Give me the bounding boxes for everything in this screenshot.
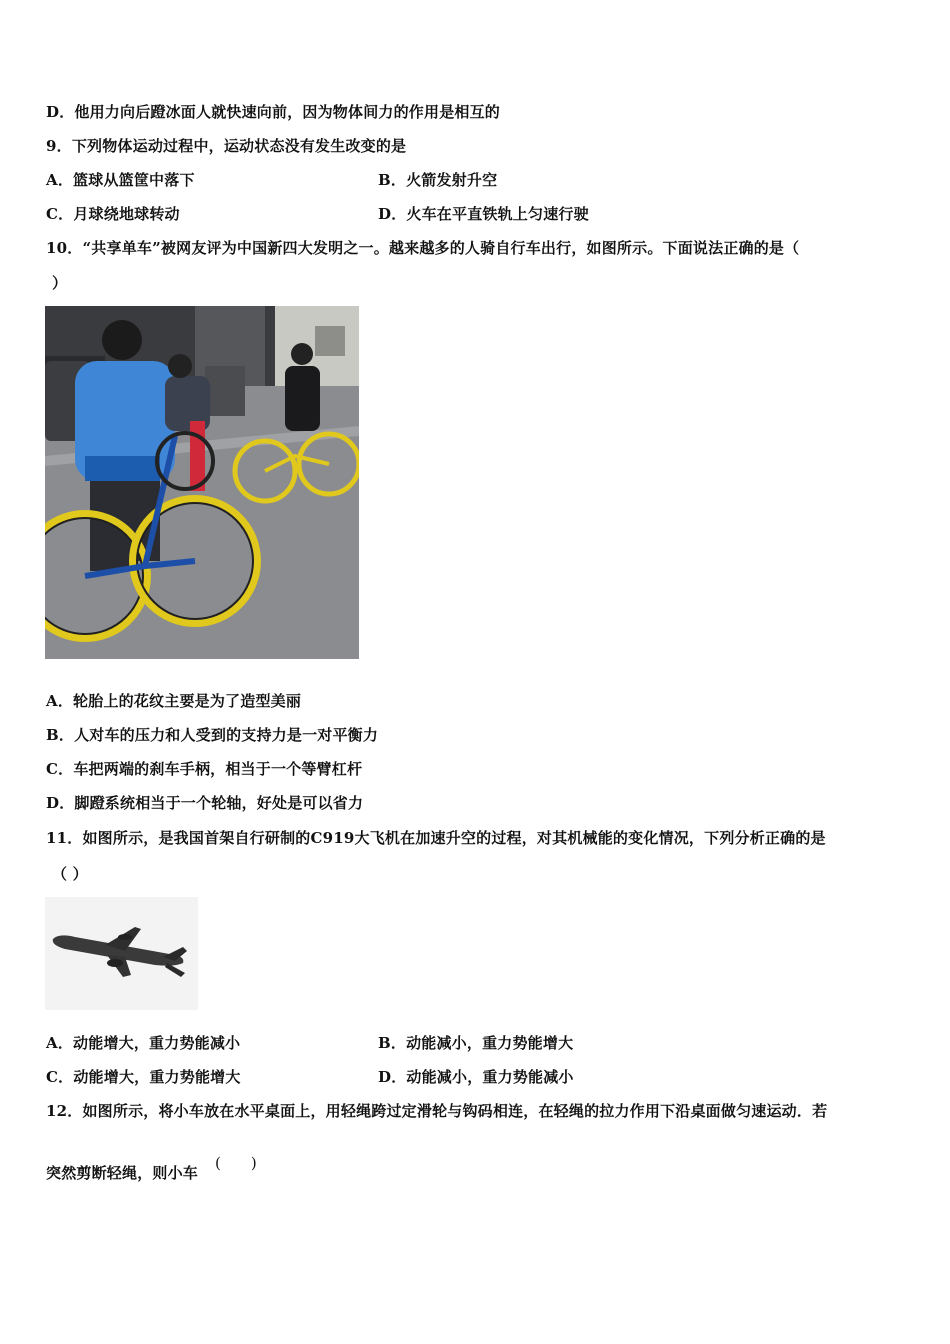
q11-option-b: B．动能减小，重力势能增大: [378, 1034, 574, 1052]
q9-option-d: D．火车在平直铁轨上匀速行驶: [378, 205, 589, 223]
q10-option-d: D．脚蹬系统相当于一个轮轴，好处是可以省力: [46, 794, 364, 812]
q9-option-a: A．篮球从篮筐中落下: [46, 171, 195, 189]
q9-option-b: B．火箭发射升空: [378, 171, 498, 189]
q9-stem: 9．下列物体运动过程中，运动状态没有发生改变的是: [46, 137, 407, 155]
q11-stem-line1: 11．如图所示，是我国首架自行研制的C919大飞机在加速升空的过程，对其机械能的变化情况，下列分析正确的是: [46, 829, 826, 847]
q10-stem-line2: ）: [52, 274, 68, 292]
bike-photo: [45, 306, 359, 659]
q11-option-d: D．动能减小，重力势能减小: [378, 1068, 574, 1086]
q12-stem-line1: 12．如图所示，将小车放在水平桌面上，用轻绳跨过定滑轮与钩码相连，在轻绳的拉力作用下沿桌面做匀速运动．若: [46, 1102, 828, 1120]
q9-option-c: C．月球绕地球转动: [46, 205, 180, 223]
q11-option-a: A．动能增大，重力势能减小: [46, 1034, 241, 1052]
q11-stem-line2: （ ）: [52, 865, 88, 883]
q12-stem-line2: 突然剪断轻绳，则小车: [46, 1164, 199, 1182]
q10-option-b: B．人对车的压力和人受到的支持力是一对平衡力: [46, 726, 379, 744]
airplane-photo: [45, 897, 198, 1010]
q8-option-d: D．他用力向后蹬冰面人就快速向前，因为物体间力的作用是相互的: [46, 103, 501, 121]
answer-paren: ( ): [215, 1154, 257, 1172]
q10-option-a: A．轮胎上的花纹主要是为了造型美丽: [46, 692, 302, 710]
q11-option-c: C．动能增大，重力势能增大: [46, 1068, 241, 1086]
q10-option-c: C．车把两端的刹车手柄，相当于一个等臂杠杆: [46, 760, 363, 778]
q10-stem-line1: 10．“共享单车”被网友评为中国新四大发明之一。越来越多的人骑自行车出行，如图所示。下面说法正确的是（: [46, 239, 800, 257]
